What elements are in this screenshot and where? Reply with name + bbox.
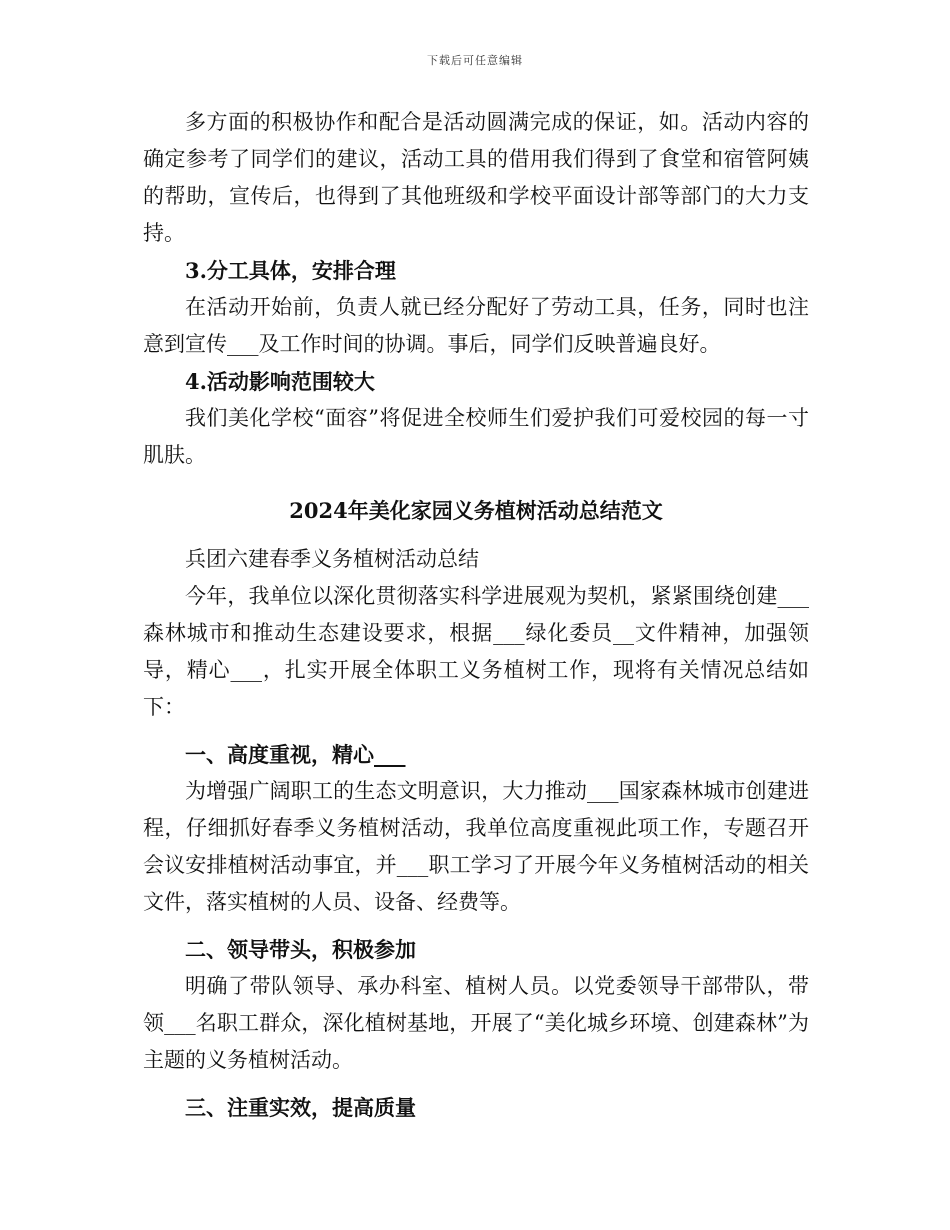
paragraph-cooperation: 多方面的积极协作和配合是活动圆满完成的保证，如。活动内容的确定参考了同学们的建议，活动工具的借用我们得到了食堂和宿管阿姨的帮助，宣传后，也得到了其他班级和学校平面设计部等部门的大力支持。 bbox=[143, 110, 809, 245]
paragraph-section-2: 明确了带队领导、承办科室、植树人员。以党委领导干部带队，带领___名职工群众，深化植树基地，开展了“美化城乡环境、创建森林”为主题的义务植树活动。 bbox=[143, 974, 809, 1072]
paragraph-section-1: 为增强广阔职工的生态文明意识，大力推动___国家森林城市创建进程，仔细抓好春季义务植树活动，我单位高度重视此项工作，专题召开会议安排植树活动事宜，并___职工学习了开展今年义务植树活动的相关文件，落实植树的人员、设备、经费等。 bbox=[143, 779, 809, 914]
heading-activity-influence: 4.活动影响范围较大 bbox=[185, 369, 375, 394]
paragraph-intro: 今年，我单位以深化贯彻落实科学进展观为契机，紧紧围绕创建___森林城市和推动生态建设要求，根据___绿化委员__文件精神，加强领导，精心___，扎实开展全体职工义务植树工作，现将有关情况总结如下： bbox=[143, 584, 809, 719]
heading-section-1: 一、高度重视，精心___ bbox=[185, 742, 406, 767]
document-body bbox=[143, 104, 809, 1126]
paragraph-activity-influence: 我们美化学校“面容”将促进全校师生们爱护我们可爱校园的每一寸肌肤。 bbox=[143, 406, 809, 467]
page-header-note: 下载后可任意编辑 bbox=[427, 54, 523, 67]
heading-section-3: 三、注重实效，提高质量 bbox=[185, 1095, 416, 1120]
document-subtitle: 兵团六建春季义务植树活动总结 bbox=[185, 547, 479, 571]
document-title: 2024年美化家园义务植树活动总结范文 bbox=[289, 498, 663, 523]
paragraph-division-of-labor: 在活动开始前，负责人就已经分配好了劳动工具，任务，同时也注意到宣传___及工作时间的协调。事后，同学们反映普遍良好。 bbox=[143, 295, 809, 356]
heading-section-2: 二、领导带头，积极参加 bbox=[185, 937, 416, 962]
heading-division-of-labor: 3.分工具体，安排合理 bbox=[185, 258, 396, 283]
